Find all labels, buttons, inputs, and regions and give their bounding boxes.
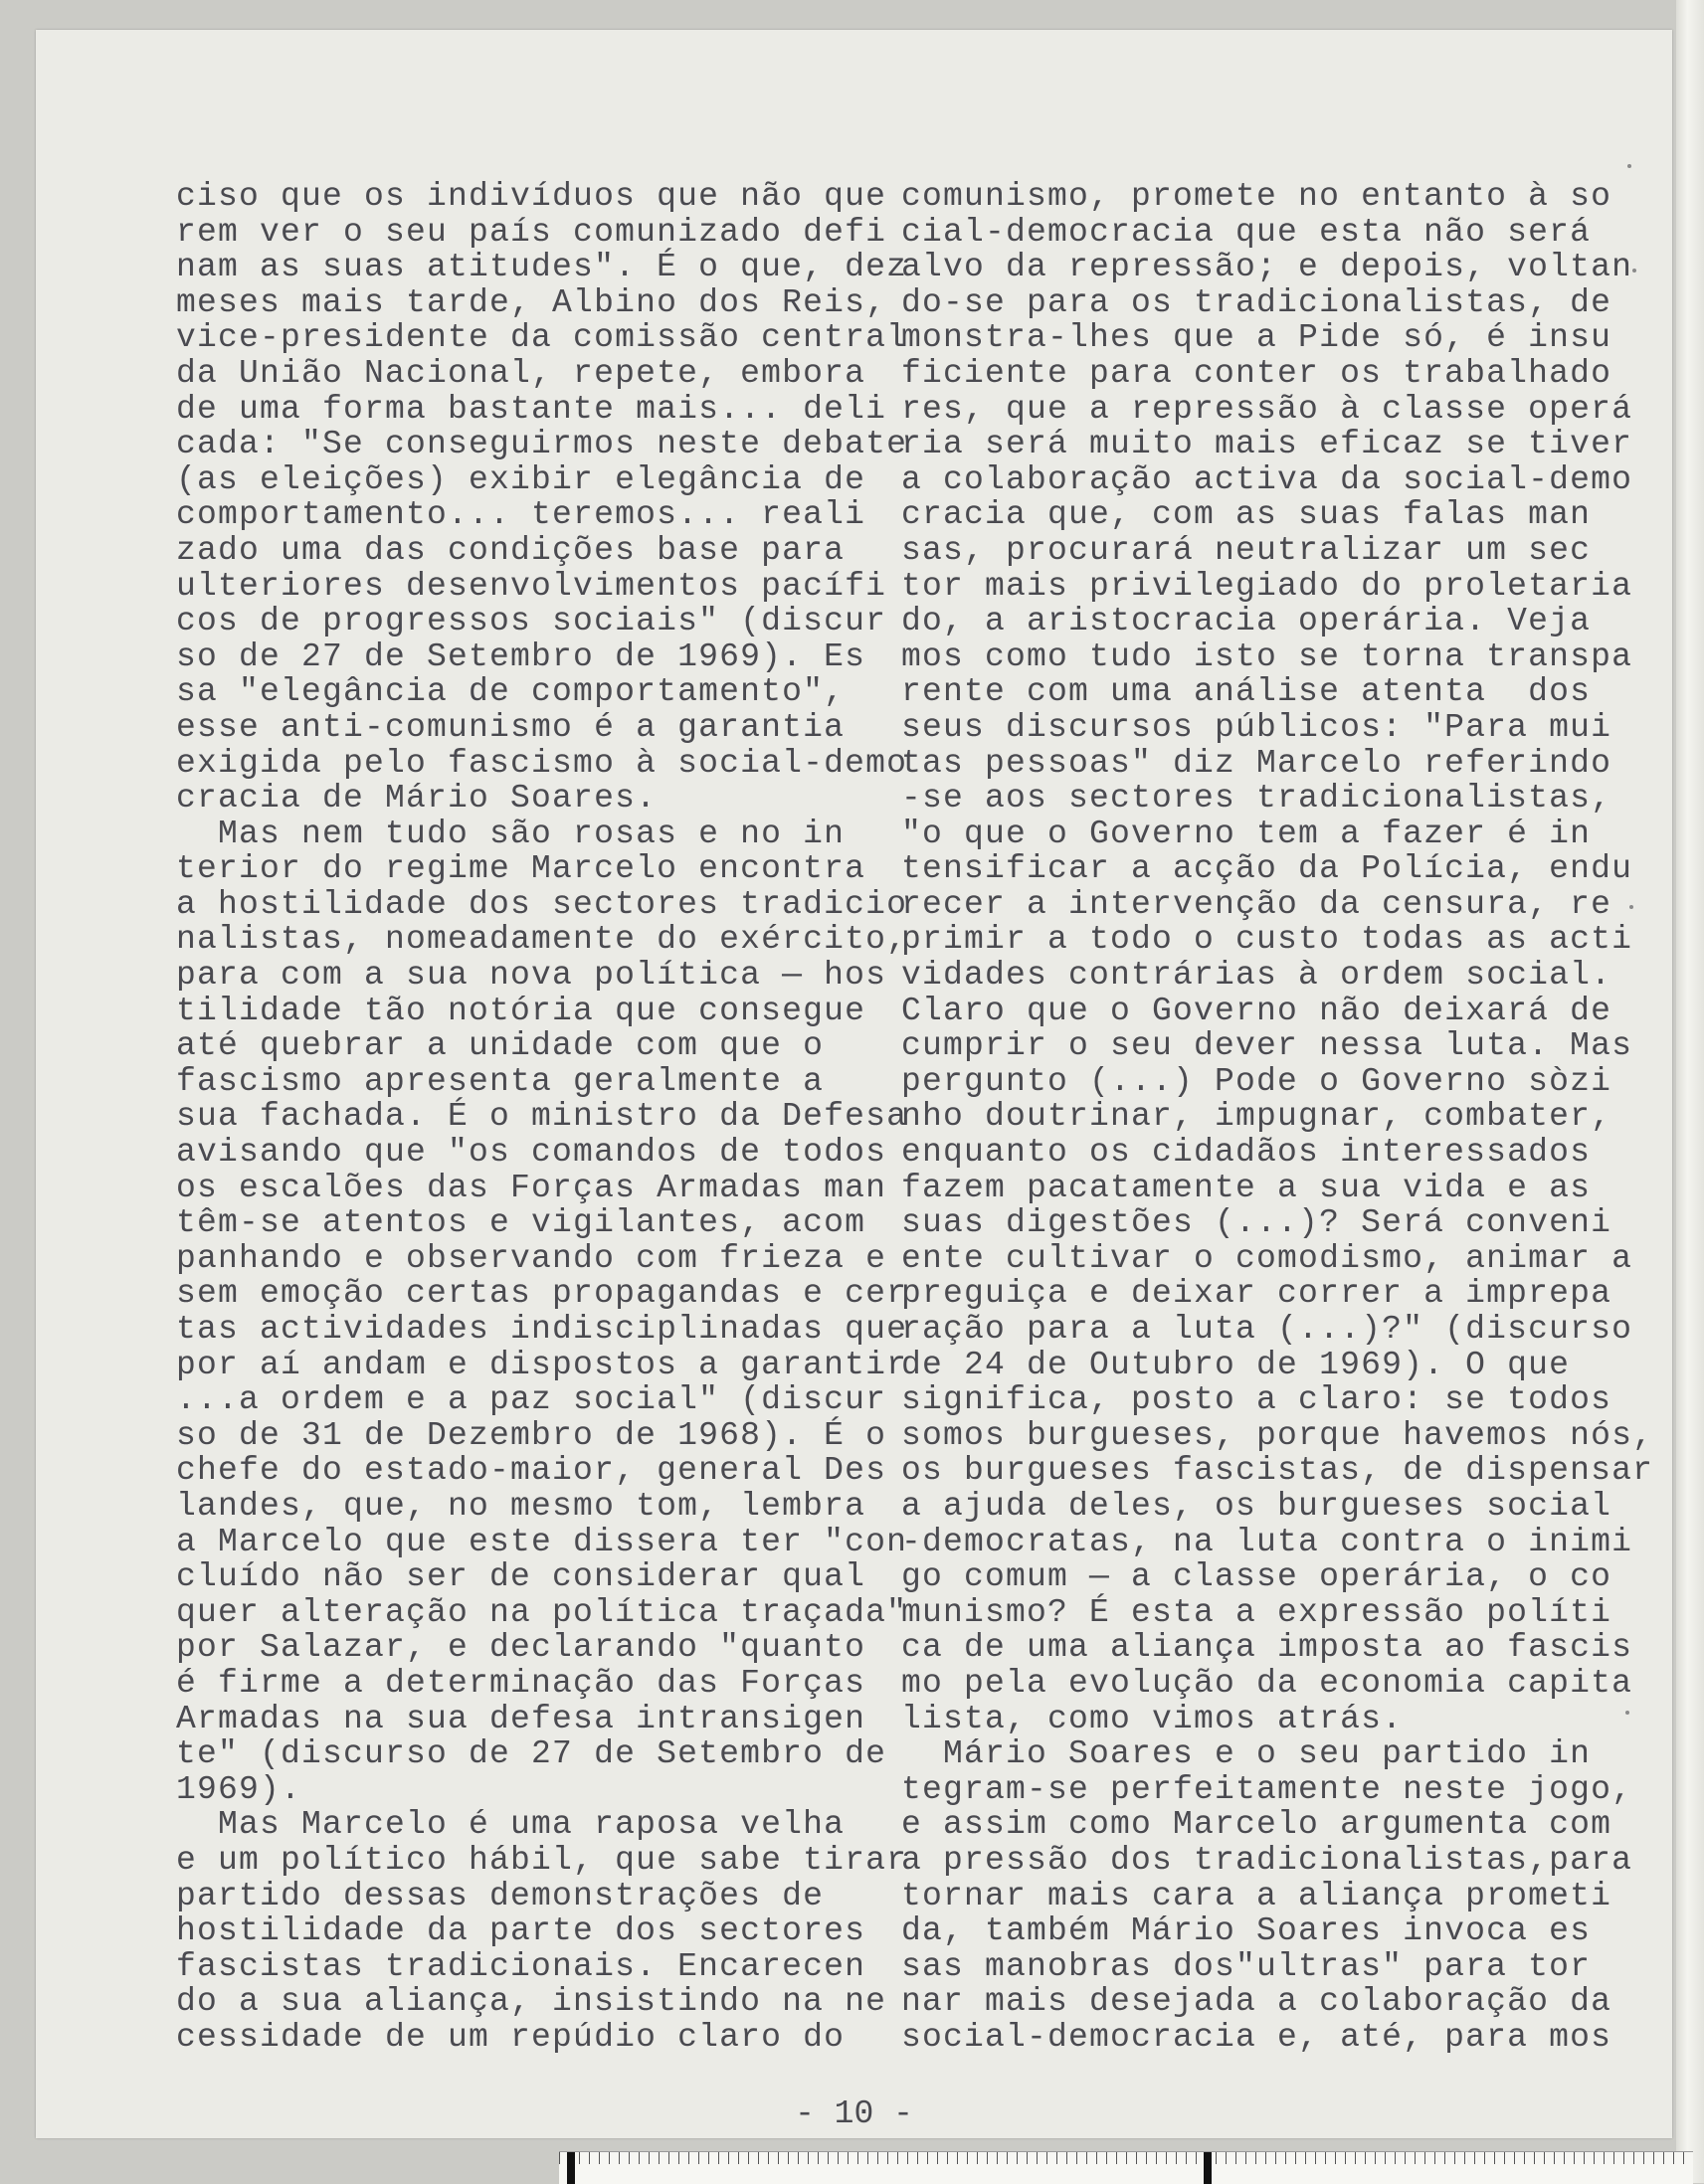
text-line: Armadas na sua defesa intransigen bbox=[176, 1700, 866, 1737]
text-line: sa "elegância de comportamento", bbox=[176, 673, 846, 711]
text-line: res, que a repressão à classe operá bbox=[901, 390, 1633, 428]
scan-ruler bbox=[559, 2151, 1693, 2184]
text-line: ente cultivar o comodismo, animar a bbox=[901, 1239, 1633, 1277]
text-line: vice-presidente da comissão central bbox=[176, 319, 908, 357]
text-line: cluído não ser de considerar qual bbox=[176, 1558, 866, 1596]
ruler-mark bbox=[567, 2152, 575, 2184]
right-text-column bbox=[901, 179, 1653, 2055]
text-line: sas, procurará neutralizar um sec bbox=[901, 531, 1592, 569]
text-line: e um político hábil, que sabe tirar bbox=[176, 1841, 908, 1879]
text-line: esse anti-comunismo é a garantia bbox=[176, 708, 846, 746]
text-line: pergunto (...) Pode o Governo sòzi bbox=[901, 1062, 1612, 1100]
text-line: lista, como vimos atrás. bbox=[901, 1700, 1404, 1737]
ruler-mark bbox=[1204, 2152, 1212, 2184]
text-line: avisando que "os comandos de todos bbox=[176, 1134, 887, 1172]
text-line: a hostilidade dos sectores tradicio bbox=[176, 885, 908, 923]
text-line: ulteriores desenvolvimentos pacífi bbox=[176, 567, 887, 605]
text-line: suas digestões (...)? Será conveni bbox=[901, 1204, 1612, 1242]
text-line: enquanto os cidadãos interessados bbox=[901, 1134, 1592, 1172]
text-line: meses mais tarde, Albino dos Reis, bbox=[176, 283, 887, 321]
text-line: -democratas, na luta contra o inimi bbox=[901, 1523, 1633, 1560]
text-line: tornar mais cara a aliança prometi bbox=[901, 1877, 1612, 1914]
text-line: partido dessas demonstrações de bbox=[176, 1877, 825, 1914]
text-line: rem ver o seu país comunizado defi bbox=[176, 213, 887, 251]
text-line: cracia que, com as suas falas man bbox=[901, 496, 1592, 534]
text-line: ca de uma aliança imposta ao fascis bbox=[901, 1629, 1633, 1667]
text-line: landes, que, no mesmo tom, lembra bbox=[176, 1487, 866, 1525]
text-line: Mas nem tudo são rosas e no in bbox=[176, 815, 846, 852]
text-line: terior do regime Marcelo encontra bbox=[176, 850, 866, 888]
paper-speck bbox=[1625, 1711, 1629, 1715]
text-line: mo pela evolução da economia capita bbox=[901, 1664, 1633, 1702]
text-line: a Marcelo que este dissera ter "con bbox=[176, 1523, 908, 1560]
text-line: a ajuda deles, os burgueses social bbox=[901, 1487, 1612, 1525]
text-line: por Salazar, e declarando "quanto bbox=[176, 1629, 866, 1667]
text-line: de uma forma bastante mais... deli bbox=[176, 390, 887, 428]
text-line: Mas Marcelo é uma raposa velha bbox=[176, 1806, 846, 1844]
text-line: ciso que os indivíduos que não que bbox=[176, 178, 887, 215]
text-line: tas pessoas" diz Marcelo referindo bbox=[901, 744, 1612, 782]
text-line: exigida pelo fascismo à social-demo bbox=[176, 744, 908, 782]
text-line: te" (discurso de 27 de Setembro de bbox=[176, 1735, 887, 1773]
text-line: tilidade tão notória que consegue bbox=[176, 992, 866, 1029]
text-line: da União Nacional, repete, embora bbox=[176, 354, 866, 392]
text-line: os burgueses fascistas, de dispensar bbox=[901, 1452, 1654, 1490]
text-line: seus discursos públicos: "Para mui bbox=[901, 708, 1612, 746]
text-line: até quebrar a unidade com que o bbox=[176, 1027, 825, 1065]
text-line: mos como tudo isto se torna transpa bbox=[901, 637, 1633, 675]
text-line: a pressão dos tradicionalistas,para bbox=[901, 1841, 1633, 1879]
text-line: "o que o Governo tem a fazer é in bbox=[901, 815, 1592, 852]
text-line: para com a sua nova política — hos bbox=[176, 957, 887, 995]
text-line: munismo? É esta a expressão políti bbox=[901, 1593, 1612, 1631]
paper-speck bbox=[1627, 164, 1631, 168]
text-line: tas actividades indisciplinadas que bbox=[176, 1311, 908, 1348]
text-line: ração para a luta (...)?" (discurso bbox=[901, 1311, 1633, 1348]
text-line: vidades contrárias à ordem social. bbox=[901, 957, 1612, 995]
text-line: Mário Soares e o seu partido in bbox=[901, 1735, 1592, 1773]
text-line: social-democracia e, até, para mos bbox=[901, 2018, 1612, 2056]
text-line: primir a todo o custo todas as acti bbox=[901, 921, 1633, 959]
text-line: sas manobras dos"ultras" para tor bbox=[901, 1947, 1592, 1985]
text-line: comunismo, promete no entanto à so bbox=[901, 178, 1612, 215]
text-line: tegram-se perfeitamente neste jogo, bbox=[901, 1770, 1633, 1808]
text-line: a colaboração activa da social-demo bbox=[901, 460, 1633, 498]
text-line: so de 31 de Dezembro de 1968). É o bbox=[176, 1416, 887, 1454]
text-line: go comum — a classe operária, o co bbox=[901, 1558, 1612, 1596]
text-line: comportamento... teremos... reali bbox=[176, 496, 866, 534]
text-line: cada: "Se conseguirmos neste debate bbox=[176, 426, 908, 463]
text-line: cos de progressos sociais" (discur bbox=[176, 603, 887, 640]
page-number: - 10 - bbox=[795, 2095, 913, 2132]
text-line: tor mais privilegiado do proletaria bbox=[901, 567, 1633, 605]
text-line: os escalões das Forças Armadas man bbox=[176, 1169, 887, 1206]
text-line: rente com uma análise atenta dos bbox=[901, 673, 1592, 711]
text-line: significa, posto a claro: se todos bbox=[901, 1381, 1612, 1419]
text-line: tensificar a acção da Polícia, endu bbox=[901, 850, 1633, 888]
document-page bbox=[36, 30, 1672, 2138]
text-line: chefe do estado-maior, general Des bbox=[176, 1452, 887, 1490]
text-line: cracia de Mário Soares. bbox=[176, 780, 658, 818]
text-line: cumprir o seu dever nessa luta. Mas bbox=[901, 1027, 1633, 1065]
text-line: fascismo apresenta geralmente a bbox=[176, 1062, 825, 1100]
text-line: panhando e observando com frieza e bbox=[176, 1239, 887, 1277]
text-line: so de 27 de Setembro de 1969). Es bbox=[176, 637, 866, 675]
text-line: do-se para os tradicionalistas, de bbox=[901, 283, 1612, 321]
paper-speck bbox=[1629, 905, 1633, 909]
text-line: fazem pacatamente a sua vida e as bbox=[901, 1169, 1592, 1206]
left-text-column bbox=[176, 179, 907, 2055]
text-line: ...a ordem e a paz social" (discur bbox=[176, 1381, 887, 1419]
text-line: zado uma das condições base para bbox=[176, 531, 846, 569]
text-line: hostilidade da parte dos sectores bbox=[176, 1912, 866, 1950]
text-line: monstra-lhes que a Pide só, é insu bbox=[901, 319, 1612, 357]
text-line: têm-se atentos e vigilantes, acom bbox=[176, 1204, 866, 1242]
scanner-edge bbox=[1676, 0, 1704, 2183]
text-line: quer alteração na política traçada" bbox=[176, 1593, 908, 1631]
text-line: do a sua aliança, insistindo na ne bbox=[176, 1983, 887, 2021]
text-line: sem emoção certas propagandas e cer bbox=[176, 1275, 908, 1313]
text-line: somos burgueses, porque havemos nós, bbox=[901, 1416, 1654, 1454]
text-line: ficiente para conter os trabalhado bbox=[901, 354, 1612, 392]
text-line: nam as suas atitudes". É o que, dez bbox=[176, 249, 908, 286]
text-line: é firme a determinação das Forças bbox=[176, 1664, 866, 1702]
text-line: cessidade de um repúdio claro do bbox=[176, 2018, 846, 2056]
text-line: do, a aristocracia operária. Veja bbox=[901, 603, 1592, 640]
text-line: cial-democracia que esta não será bbox=[901, 213, 1592, 251]
text-line: recer a intervenção da censura, re bbox=[901, 885, 1612, 923]
text-line: preguiça e deixar correr a imprepa bbox=[901, 1275, 1612, 1313]
text-line: ria será muito mais eficaz se tiver bbox=[901, 426, 1633, 463]
text-line: 1969). bbox=[176, 1770, 302, 1808]
text-line: por aí andam e dispostos a garantir bbox=[176, 1346, 908, 1383]
text-line: fascistas tradicionais. Encarecen bbox=[176, 1947, 866, 1985]
text-line: da, também Mário Soares invoca es bbox=[901, 1912, 1592, 1950]
text-line: de 24 de Outubro de 1969). O que bbox=[901, 1346, 1571, 1383]
text-line: nar mais desejada a colaboração da bbox=[901, 1983, 1612, 2021]
text-line: nalistas, nomeadamente do exército, bbox=[176, 921, 908, 959]
text-line: e assim como Marcelo argumenta com bbox=[901, 1806, 1612, 1844]
text-line: sua fachada. É o ministro da Defesa bbox=[176, 1098, 908, 1136]
paper-speck bbox=[1632, 269, 1636, 273]
text-line: nho doutrinar, impugnar, combater, bbox=[901, 1098, 1612, 1136]
text-line: alvo da repressão; e depois, voltan bbox=[901, 249, 1633, 286]
text-line: Claro que o Governo não deixará de bbox=[901, 992, 1612, 1029]
text-line: -se aos sectores tradicionalistas, bbox=[901, 780, 1612, 818]
text-line: (as eleições) exibir elegância de bbox=[176, 460, 866, 498]
